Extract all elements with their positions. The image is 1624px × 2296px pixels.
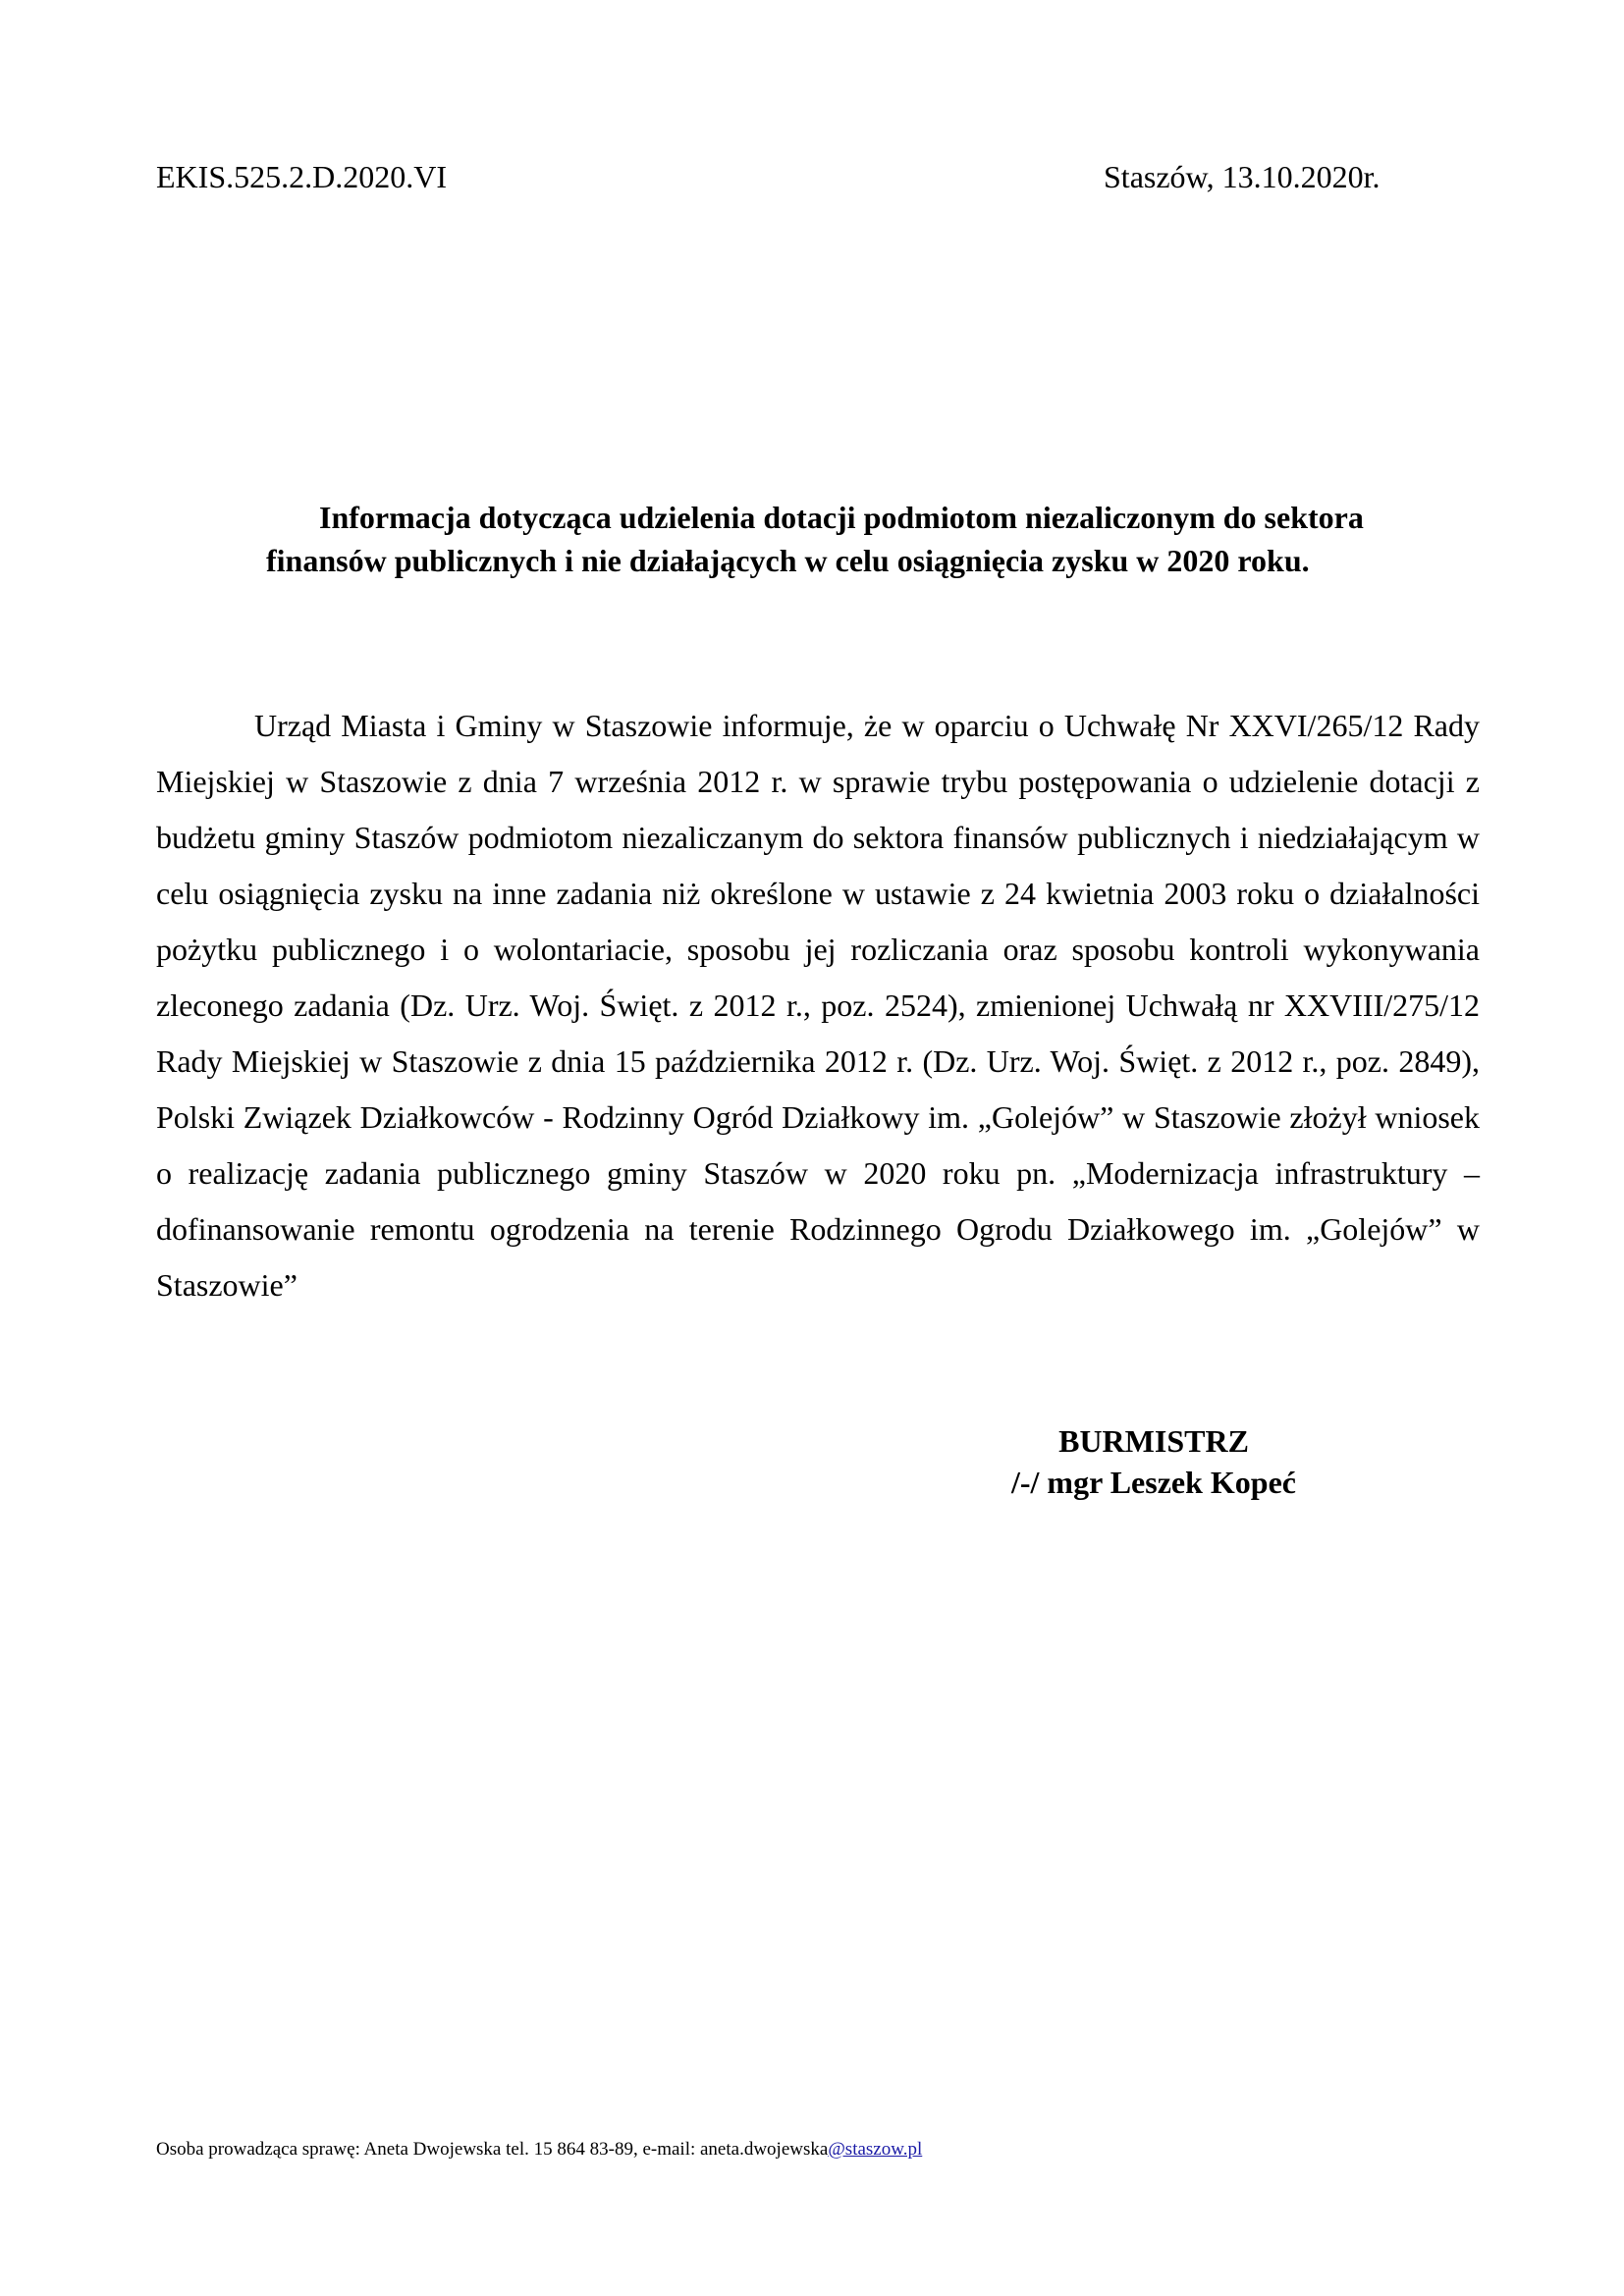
document-title-line-2: finansów publicznych i nie działających w celu osiągnięcia zysku w 2020 roku. — [266, 543, 1310, 578]
signature-position: BURMISTRZ — [1058, 1423, 1249, 1459]
signature-name: /-/ mgr Leszek Kopeć — [1010, 1465, 1296, 1500]
footer-contact — [156, 2138, 922, 2162]
place-and-date: Staszów, 13.10.2020r. — [1104, 159, 1380, 194]
document-reference-number: EKIS.525.2.D.2020.VI — [156, 159, 447, 194]
document-title-line-1: Informacja dotycząca udzielenia dotacji podmiotom niezaliczonym do sektora — [319, 500, 1364, 535]
footer-contact-text: Osoba prowadząca sprawę: Aneta Dwojewska tel. 15 864 83-89, e-mail: aneta.dwojewska — [156, 2139, 829, 2160]
body-paragraph: Urząd Miasta i Gminy w Staszowie informuje, że w oparciu o Uchwałę Nr XXVI/265/12 Rady Miejskiej w Staszowie z dnia 7 września 2012 r. w sprawie trybu postępowania o udzielenie dotacji z budżetu gminy Staszów podmiotom niezaliczanym do sektora finansów publicznych i niedziałającym w celu osiągnięcia zysku na inne zadania niż określone w ustawie z 24 kwietnia 2003 roku o działalności pożytku publicznego i o wolontariacie, sposobu jej rozliczania oraz sposobu kontroli wykonywania zleconego zadania (Dz. Urz. Woj. Święt. z 2012 r., poz. 2524), zmienionej Uchwałą nr XXVIII/275/12 Rady Miejskiej w Staszowie z dnia 15 października 2012 r. (Dz. Urz. Woj. Święt. z 2012 r., poz. 2849), Polski Związek Działkowców - Rodzinny Ogród Działkowy im. „Golejów” w Staszowie złożył wniosek o realizację zadania publicznego gminy Staszów w 2020 roku pn. „Modernizacja infrastruktury – dofinansowanie remontu ogrodzenia na terenie Rodzinnego Ogrodu Działkowego im. „Golejów” w Staszowie” — [156, 708, 1480, 1303]
footer-email-link[interactable]: @staszow.pl — [828, 2139, 923, 2160]
signature-block — [992, 1420, 1316, 1503]
